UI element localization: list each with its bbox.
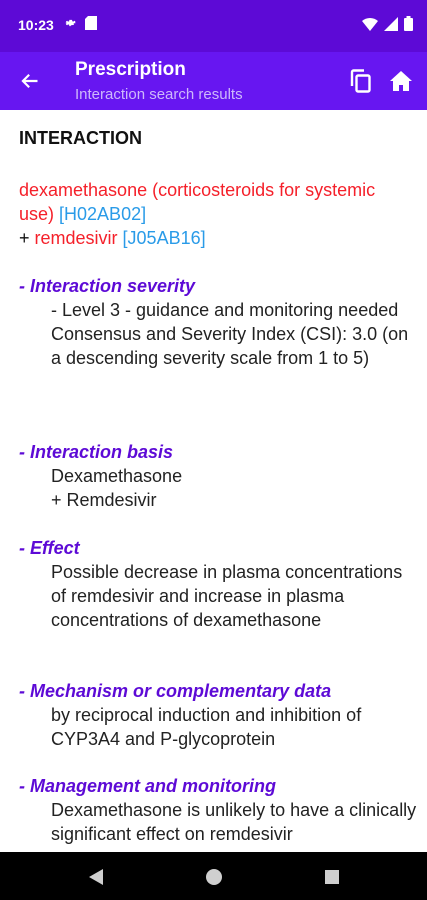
copy-button[interactable] — [345, 65, 377, 97]
sd-card-icon — [85, 16, 97, 30]
section-line: - Level 3 - guidance and monitoring needed — [51, 300, 399, 320]
square-icon — [324, 869, 340, 885]
drug-name: remdesivir — [34, 228, 118, 248]
section-body — [51, 560, 419, 632]
home-button[interactable] — [385, 65, 417, 97]
settings-icon — [64, 16, 78, 30]
circle-icon — [205, 868, 223, 886]
section-effect — [19, 536, 419, 632]
status-bar — [0, 0, 427, 52]
drug-name: dexamethasone (corticosteroids for systemic use) — [19, 180, 376, 224]
status-right-icons — [362, 16, 413, 31]
section-line: + Remdesivir — [51, 490, 157, 510]
atc-code: [J05AB16] — [122, 228, 206, 248]
section-line: by reciprocal induction and inhibition of CYP3A4 and P-glycoprotein — [51, 705, 362, 749]
home-icon — [390, 71, 412, 91]
section-mechanism — [19, 679, 419, 751]
section-line: Possible decrease in plasma concentrations of remdesivir and increase in plasma concentrations of dexamethasone — [51, 562, 403, 630]
navigation-bar — [0, 852, 427, 900]
nav-home-button[interactable] — [203, 866, 225, 888]
section-severity — [19, 274, 419, 370]
arrow-left-icon — [20, 71, 40, 91]
section-title: - Effect — [19, 538, 80, 558]
section-management — [19, 774, 419, 846]
nav-recents-button[interactable] — [321, 866, 343, 888]
section-body — [51, 703, 419, 751]
section-title: - Interaction basis — [19, 442, 174, 462]
page-title: Prescription — [75, 59, 186, 80]
section-line: Dexamethasone — [51, 466, 183, 486]
nav-back-button[interactable] — [85, 866, 107, 888]
section-title: - Mechanism or complementary data — [19, 681, 332, 701]
drug-pair — [19, 178, 414, 250]
page-subtitle: Interaction search results — [75, 86, 243, 103]
interaction-content[interactable] — [0, 110, 427, 852]
signal-icon — [384, 17, 398, 31]
interaction-heading: INTERACTION — [19, 128, 142, 148]
back-button[interactable] — [14, 65, 46, 97]
section-body — [51, 464, 419, 512]
atc-code: [H02AB02] — [59, 204, 147, 224]
section-line: Dexamethasone is unlikely to have a clinically significant effect on remdesivir — [51, 800, 417, 844]
copy-icon — [350, 69, 372, 93]
section-body — [51, 298, 419, 370]
status-time: 10:23 — [18, 17, 54, 33]
plus-sign: + — [19, 228, 35, 248]
section-title: - Interaction severity — [19, 276, 196, 296]
app-bar — [0, 52, 427, 110]
battery-icon — [404, 16, 413, 31]
triangle-left-icon — [88, 868, 104, 886]
section-title: - Management and monitoring — [19, 776, 277, 796]
section-line: Consensus and Severity Index (CSI): 3.0 (on a descending severity scale from 1 to 5) — [51, 324, 409, 368]
wifi-icon — [362, 17, 378, 31]
status-left-icons — [64, 16, 97, 30]
section-body — [51, 798, 419, 846]
section-basis — [19, 440, 419, 512]
